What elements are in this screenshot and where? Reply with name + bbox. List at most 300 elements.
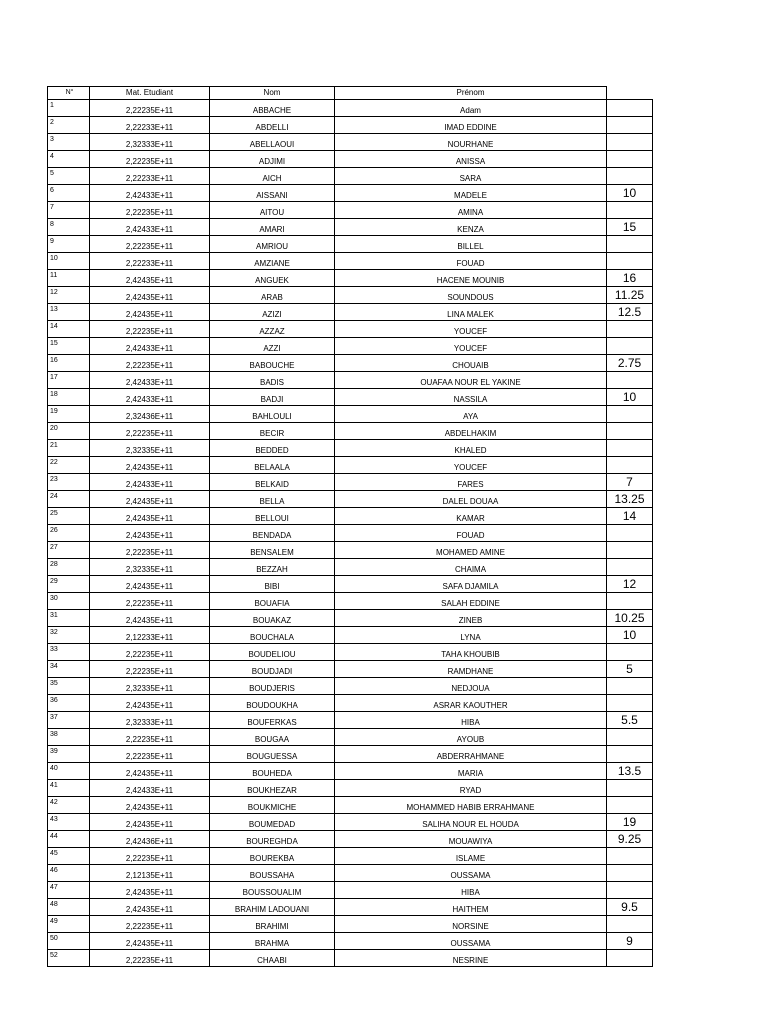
- row-number-cell: 48: [48, 899, 90, 916]
- table-row: [48, 848, 653, 865]
- grade-cell: [607, 593, 653, 610]
- first-name-cell: ZINEB: [335, 610, 607, 627]
- student-id-cell: 2,22235E+11: [90, 848, 210, 865]
- table-row: [48, 457, 653, 474]
- first-name-cell: ABDERRAHMANE: [335, 746, 607, 763]
- student-id-cell: 2,32335E+11: [90, 559, 210, 576]
- row-number-cell: 27: [48, 542, 90, 559]
- last-name-cell: AMRIOU: [210, 236, 335, 253]
- last-name-cell: ADJIMI: [210, 151, 335, 168]
- grade-cell: [607, 729, 653, 746]
- table-row: [48, 695, 653, 712]
- first-name-cell: HIBA: [335, 882, 607, 899]
- last-name-cell: BENDADA: [210, 525, 335, 542]
- student-id-cell: 2,22235E+11: [90, 151, 210, 168]
- student-id-cell: 2,42433E+11: [90, 389, 210, 406]
- last-name-cell: BOUAFIA: [210, 593, 335, 610]
- student-id-cell: 2,42433E+11: [90, 474, 210, 491]
- row-number-cell: 49: [48, 916, 90, 933]
- student-id-cell: 2,22235E+11: [90, 321, 210, 338]
- last-name-cell: BOUGUESSA: [210, 746, 335, 763]
- student-id-cell: 2,32436E+11: [90, 406, 210, 423]
- last-name-cell: ANGUEK: [210, 270, 335, 287]
- first-name-cell: RYAD: [335, 780, 607, 797]
- grade-cell: 7: [607, 474, 653, 491]
- table-row: [48, 627, 653, 644]
- grade-cell: 10: [607, 185, 653, 202]
- student-id-cell: 2,42433E+11: [90, 780, 210, 797]
- table-row: [48, 814, 653, 831]
- first-name-cell: MADELE: [335, 185, 607, 202]
- first-name-cell: MOUAWIYA: [335, 831, 607, 848]
- table-row: [48, 797, 653, 814]
- student-id-cell: 2,12135E+11: [90, 865, 210, 882]
- row-number-cell: 1: [48, 100, 90, 117]
- table-row: [48, 865, 653, 882]
- student-id-cell: 2,42435E+11: [90, 304, 210, 321]
- first-name-cell: HACENE MOUNIB: [335, 270, 607, 287]
- last-name-cell: BOUMEDAD: [210, 814, 335, 831]
- last-name-cell: AZIZI: [210, 304, 335, 321]
- header-number: N°: [48, 87, 90, 100]
- header-first-name: Prénom: [335, 87, 607, 100]
- row-number-cell: 46: [48, 865, 90, 882]
- table-row: [48, 202, 653, 219]
- first-name-cell: HAITHEM: [335, 899, 607, 916]
- first-name-cell: DALEL DOUAA: [335, 491, 607, 508]
- first-name-cell: CHOUAIB: [335, 355, 607, 372]
- student-id-cell: 2,42435E+11: [90, 695, 210, 712]
- last-name-cell: ARAB: [210, 287, 335, 304]
- grade-cell: [607, 236, 653, 253]
- student-id-cell: 2,22233E+11: [90, 253, 210, 270]
- last-name-cell: BELKAID: [210, 474, 335, 491]
- row-number-cell: 20: [48, 423, 90, 440]
- grade-cell: 12.5: [607, 304, 653, 321]
- student-id-cell: 2,42435E+11: [90, 508, 210, 525]
- grade-cell: [607, 950, 653, 967]
- first-name-cell: NORSINE: [335, 916, 607, 933]
- last-name-cell: BOUDJERIS: [210, 678, 335, 695]
- grade-cell: [607, 865, 653, 882]
- table-row: [48, 831, 653, 848]
- row-number-cell: 5: [48, 168, 90, 185]
- first-name-cell: NASSILA: [335, 389, 607, 406]
- row-number-cell: 30: [48, 593, 90, 610]
- last-name-cell: BOUFERKAS: [210, 712, 335, 729]
- last-name-cell: BAHLOULI: [210, 406, 335, 423]
- first-name-cell: YOUCEF: [335, 321, 607, 338]
- student-id-cell: 2,22235E+11: [90, 950, 210, 967]
- first-name-cell: LYNA: [335, 627, 607, 644]
- last-name-cell: BELLA: [210, 491, 335, 508]
- row-number-cell: 43: [48, 814, 90, 831]
- last-name-cell: BOUDOUKHA: [210, 695, 335, 712]
- last-name-cell: BOUCHALA: [210, 627, 335, 644]
- student-id-cell: 2,42435E+11: [90, 933, 210, 950]
- grade-cell: [607, 678, 653, 695]
- student-id-cell: 2,22235E+11: [90, 355, 210, 372]
- table-row: [48, 355, 653, 372]
- table-row: [48, 134, 653, 151]
- table-row: [48, 763, 653, 780]
- last-name-cell: BEZZAH: [210, 559, 335, 576]
- last-name-cell: AZZI: [210, 338, 335, 355]
- grade-cell: [607, 797, 653, 814]
- row-number-cell: 32: [48, 627, 90, 644]
- grade-cell: [607, 559, 653, 576]
- last-name-cell: BRAHIMI: [210, 916, 335, 933]
- last-name-cell: CHAABI: [210, 950, 335, 967]
- row-number-cell: 18: [48, 389, 90, 406]
- first-name-cell: ABDELHAKIM: [335, 423, 607, 440]
- table-row: [48, 423, 653, 440]
- student-id-cell: 2,42433E+11: [90, 219, 210, 236]
- last-name-cell: AZZAZ: [210, 321, 335, 338]
- row-number-cell: 39: [48, 746, 90, 763]
- table-row: [48, 882, 653, 899]
- row-number-cell: 47: [48, 882, 90, 899]
- row-number-cell: 25: [48, 508, 90, 525]
- row-number-cell: 9: [48, 236, 90, 253]
- student-grades-table: [47, 86, 653, 967]
- table-row: [48, 321, 653, 338]
- grade-cell: 9: [607, 933, 653, 950]
- student-id-cell: 2,42435E+11: [90, 797, 210, 814]
- grade-cell: [607, 321, 653, 338]
- last-name-cell: ABELLAOUI: [210, 134, 335, 151]
- table-row: [48, 219, 653, 236]
- table-row: [48, 491, 653, 508]
- grade-cell: 13.5: [607, 763, 653, 780]
- last-name-cell: BENSALEM: [210, 542, 335, 559]
- student-id-cell: 2,22235E+11: [90, 100, 210, 117]
- grade-cell: 2.75: [607, 355, 653, 372]
- grade-cell: [607, 117, 653, 134]
- first-name-cell: BILLEL: [335, 236, 607, 253]
- grade-cell: [607, 848, 653, 865]
- table-row: [48, 338, 653, 355]
- table-row: [48, 933, 653, 950]
- last-name-cell: BELAALA: [210, 457, 335, 474]
- table-row: [48, 899, 653, 916]
- row-number-cell: 44: [48, 831, 90, 848]
- grade-cell: [607, 440, 653, 457]
- first-name-cell: KHALED: [335, 440, 607, 457]
- row-number-cell: 23: [48, 474, 90, 491]
- row-number-cell: 50: [48, 933, 90, 950]
- grade-cell: [607, 695, 653, 712]
- student-id-cell: 2,42435E+11: [90, 287, 210, 304]
- grade-cell: 16: [607, 270, 653, 287]
- table-row: [48, 406, 653, 423]
- table-row: [48, 661, 653, 678]
- last-name-cell: AICH: [210, 168, 335, 185]
- last-name-cell: BOUDJADI: [210, 661, 335, 678]
- table-row: [48, 117, 653, 134]
- first-name-cell: NEDJOUA: [335, 678, 607, 695]
- last-name-cell: BEDDED: [210, 440, 335, 457]
- grade-cell: [607, 134, 653, 151]
- first-name-cell: YOUCEF: [335, 338, 607, 355]
- table-row: [48, 304, 653, 321]
- row-number-cell: 6: [48, 185, 90, 202]
- first-name-cell: ANISSA: [335, 151, 607, 168]
- header-grade: [607, 87, 653, 100]
- grade-cell: 5.5: [607, 712, 653, 729]
- last-name-cell: AITOU: [210, 202, 335, 219]
- row-number-cell: 14: [48, 321, 90, 338]
- first-name-cell: KENZA: [335, 219, 607, 236]
- grade-cell: [607, 780, 653, 797]
- first-name-cell: SALIHA NOUR EL HOUDA: [335, 814, 607, 831]
- row-number-cell: 45: [48, 848, 90, 865]
- student-id-cell: 2,42435E+11: [90, 814, 210, 831]
- header-student-id: Mat. Etudiant: [90, 87, 210, 100]
- table-row: [48, 593, 653, 610]
- row-number-cell: 4: [48, 151, 90, 168]
- row-number-cell: 41: [48, 780, 90, 797]
- table-row: [48, 950, 653, 967]
- student-id-cell: 2,22235E+11: [90, 236, 210, 253]
- table-row: [48, 712, 653, 729]
- last-name-cell: BRAHMA: [210, 933, 335, 950]
- table-row: [48, 610, 653, 627]
- student-id-cell: 2,42433E+11: [90, 338, 210, 355]
- student-id-cell: 2,22235E+11: [90, 916, 210, 933]
- grade-cell: [607, 202, 653, 219]
- row-number-cell: 10: [48, 253, 90, 270]
- row-number-cell: 29: [48, 576, 90, 593]
- grade-cell: 13.25: [607, 491, 653, 508]
- student-id-cell: 2,42435E+11: [90, 525, 210, 542]
- grade-cell: [607, 916, 653, 933]
- student-id-cell: 2,42435E+11: [90, 270, 210, 287]
- last-name-cell: AMZIANE: [210, 253, 335, 270]
- grade-cell: [607, 151, 653, 168]
- first-name-cell: HIBA: [335, 712, 607, 729]
- table-row: [48, 678, 653, 695]
- grade-cell: [607, 882, 653, 899]
- row-number-cell: 22: [48, 457, 90, 474]
- table-row: [48, 372, 653, 389]
- first-name-cell: FOUAD: [335, 525, 607, 542]
- row-number-cell: 37: [48, 712, 90, 729]
- row-number-cell: 34: [48, 661, 90, 678]
- grade-cell: [607, 542, 653, 559]
- table-row: [48, 185, 653, 202]
- row-number-cell: 26: [48, 525, 90, 542]
- table-row: [48, 576, 653, 593]
- grade-cell: 9.5: [607, 899, 653, 916]
- first-name-cell: KAMAR: [335, 508, 607, 525]
- first-name-cell: MOHAMMED HABIB ERRAHMANE: [335, 797, 607, 814]
- first-name-cell: FARES: [335, 474, 607, 491]
- table-row: [48, 780, 653, 797]
- table-row: [48, 474, 653, 491]
- grade-cell: [607, 253, 653, 270]
- grade-cell: 10: [607, 389, 653, 406]
- row-number-cell: 28: [48, 559, 90, 576]
- row-number-cell: 38: [48, 729, 90, 746]
- first-name-cell: AYOUB: [335, 729, 607, 746]
- grade-cell: 5: [607, 661, 653, 678]
- row-number-cell: 36: [48, 695, 90, 712]
- last-name-cell: BOUAKAZ: [210, 610, 335, 627]
- row-number-cell: 2: [48, 117, 90, 134]
- last-name-cell: ABBACHE: [210, 100, 335, 117]
- row-number-cell: 21: [48, 440, 90, 457]
- grade-cell: [607, 644, 653, 661]
- last-name-cell: BABOUCHE: [210, 355, 335, 372]
- first-name-cell: OUAFAA NOUR EL YAKINE: [335, 372, 607, 389]
- table-row: [48, 253, 653, 270]
- first-name-cell: OUSSAMA: [335, 865, 607, 882]
- last-name-cell: BOUKMICHE: [210, 797, 335, 814]
- table-row: [48, 100, 653, 117]
- table-row: [48, 151, 653, 168]
- student-id-cell: 2,42435E+11: [90, 576, 210, 593]
- student-id-cell: 2,22235E+11: [90, 542, 210, 559]
- grade-cell: [607, 100, 653, 117]
- row-number-cell: 19: [48, 406, 90, 423]
- student-id-cell: 2,32333E+11: [90, 134, 210, 151]
- first-name-cell: AYA: [335, 406, 607, 423]
- row-number-cell: 16: [48, 355, 90, 372]
- last-name-cell: BECIR: [210, 423, 335, 440]
- row-number-cell: 17: [48, 372, 90, 389]
- last-name-cell: BELLOUI: [210, 508, 335, 525]
- first-name-cell: TAHA KHOUBIB: [335, 644, 607, 661]
- student-id-cell: 2,22235E+11: [90, 644, 210, 661]
- header-row: [48, 87, 653, 100]
- last-name-cell: BOUREGHDA: [210, 831, 335, 848]
- row-number-cell: 8: [48, 219, 90, 236]
- table-row: [48, 236, 653, 253]
- grade-cell: 11.25: [607, 287, 653, 304]
- first-name-cell: ISLAME: [335, 848, 607, 865]
- student-id-cell: 2,42435E+11: [90, 491, 210, 508]
- first-name-cell: SALAH EDDINE: [335, 593, 607, 610]
- table-row: [48, 525, 653, 542]
- first-name-cell: Adam: [335, 100, 607, 117]
- student-id-cell: 2,42433E+11: [90, 372, 210, 389]
- last-name-cell: BOUKHEZAR: [210, 780, 335, 797]
- table-row: [48, 746, 653, 763]
- table-row: [48, 168, 653, 185]
- first-name-cell: SAFA DJAMILA: [335, 576, 607, 593]
- row-number-cell: 15: [48, 338, 90, 355]
- student-id-cell: 2,42433E+11: [90, 185, 210, 202]
- first-name-cell: NOURHANE: [335, 134, 607, 151]
- grade-cell: 9.25: [607, 831, 653, 848]
- first-name-cell: RAMDHANE: [335, 661, 607, 678]
- grade-cell: 15: [607, 219, 653, 236]
- grade-cell: 19: [607, 814, 653, 831]
- table-row: [48, 508, 653, 525]
- grade-cell: 10: [607, 627, 653, 644]
- grade-cell: [607, 746, 653, 763]
- table-row: [48, 542, 653, 559]
- table-row: [48, 389, 653, 406]
- grade-cell: [607, 168, 653, 185]
- student-id-cell: 2,42436E+11: [90, 831, 210, 848]
- last-name-cell: ABDELLI: [210, 117, 335, 134]
- grade-cell: 10.25: [607, 610, 653, 627]
- table-row: [48, 440, 653, 457]
- row-number-cell: 3: [48, 134, 90, 151]
- row-number-cell: 42: [48, 797, 90, 814]
- row-number-cell: 31: [48, 610, 90, 627]
- student-id-cell: 2,22235E+11: [90, 661, 210, 678]
- grade-cell: [607, 457, 653, 474]
- first-name-cell: MARIA: [335, 763, 607, 780]
- first-name-cell: AMINA: [335, 202, 607, 219]
- grade-cell: 14: [607, 508, 653, 525]
- last-name-cell: BADIS: [210, 372, 335, 389]
- row-number-cell: 12: [48, 287, 90, 304]
- grade-cell: 12: [607, 576, 653, 593]
- student-id-cell: 2,22235E+11: [90, 423, 210, 440]
- last-name-cell: BOUHEDA: [210, 763, 335, 780]
- first-name-cell: YOUCEF: [335, 457, 607, 474]
- student-id-cell: 2,22235E+11: [90, 202, 210, 219]
- student-id-cell: 2,22233E+11: [90, 168, 210, 185]
- grade-cell: [607, 423, 653, 440]
- student-id-cell: 2,42435E+11: [90, 610, 210, 627]
- table-row: [48, 729, 653, 746]
- first-name-cell: MOHAMED AMINE: [335, 542, 607, 559]
- row-number-cell: 40: [48, 763, 90, 780]
- grade-cell: [607, 338, 653, 355]
- row-number-cell: 35: [48, 678, 90, 695]
- student-id-cell: 2,32335E+11: [90, 440, 210, 457]
- last-name-cell: BOUDELIOU: [210, 644, 335, 661]
- first-name-cell: SOUNDOUS: [335, 287, 607, 304]
- first-name-cell: CHAIMA: [335, 559, 607, 576]
- first-name-cell: OUSSAMA: [335, 933, 607, 950]
- grade-cell: [607, 525, 653, 542]
- student-id-cell: 2,42435E+11: [90, 763, 210, 780]
- student-id-cell: 2,42435E+11: [90, 882, 210, 899]
- last-name-cell: AISSANI: [210, 185, 335, 202]
- last-name-cell: BIBI: [210, 576, 335, 593]
- last-name-cell: BOUSSAHA: [210, 865, 335, 882]
- last-name-cell: BOUREKBA: [210, 848, 335, 865]
- student-id-cell: 2,22235E+11: [90, 593, 210, 610]
- row-number-cell: 33: [48, 644, 90, 661]
- grade-cell: [607, 406, 653, 423]
- student-id-cell: 2,22233E+11: [90, 117, 210, 134]
- first-name-cell: SARA: [335, 168, 607, 185]
- grade-cell: [607, 372, 653, 389]
- student-id-cell: 2,32333E+11: [90, 712, 210, 729]
- row-number-cell: 13: [48, 304, 90, 321]
- table-row: [48, 270, 653, 287]
- last-name-cell: BOUGAA: [210, 729, 335, 746]
- table-row: [48, 287, 653, 304]
- table-row: [48, 916, 653, 933]
- first-name-cell: IMAD EDDINE: [335, 117, 607, 134]
- first-name-cell: FOUAD: [335, 253, 607, 270]
- student-id-cell: 2,22235E+11: [90, 729, 210, 746]
- row-number-cell: 52: [48, 950, 90, 967]
- student-id-cell: 2,42435E+11: [90, 457, 210, 474]
- last-name-cell: BOUSSOUALIM: [210, 882, 335, 899]
- header-last-name: Nom: [210, 87, 335, 100]
- first-name-cell: LINA MALEK: [335, 304, 607, 321]
- row-number-cell: 11: [48, 270, 90, 287]
